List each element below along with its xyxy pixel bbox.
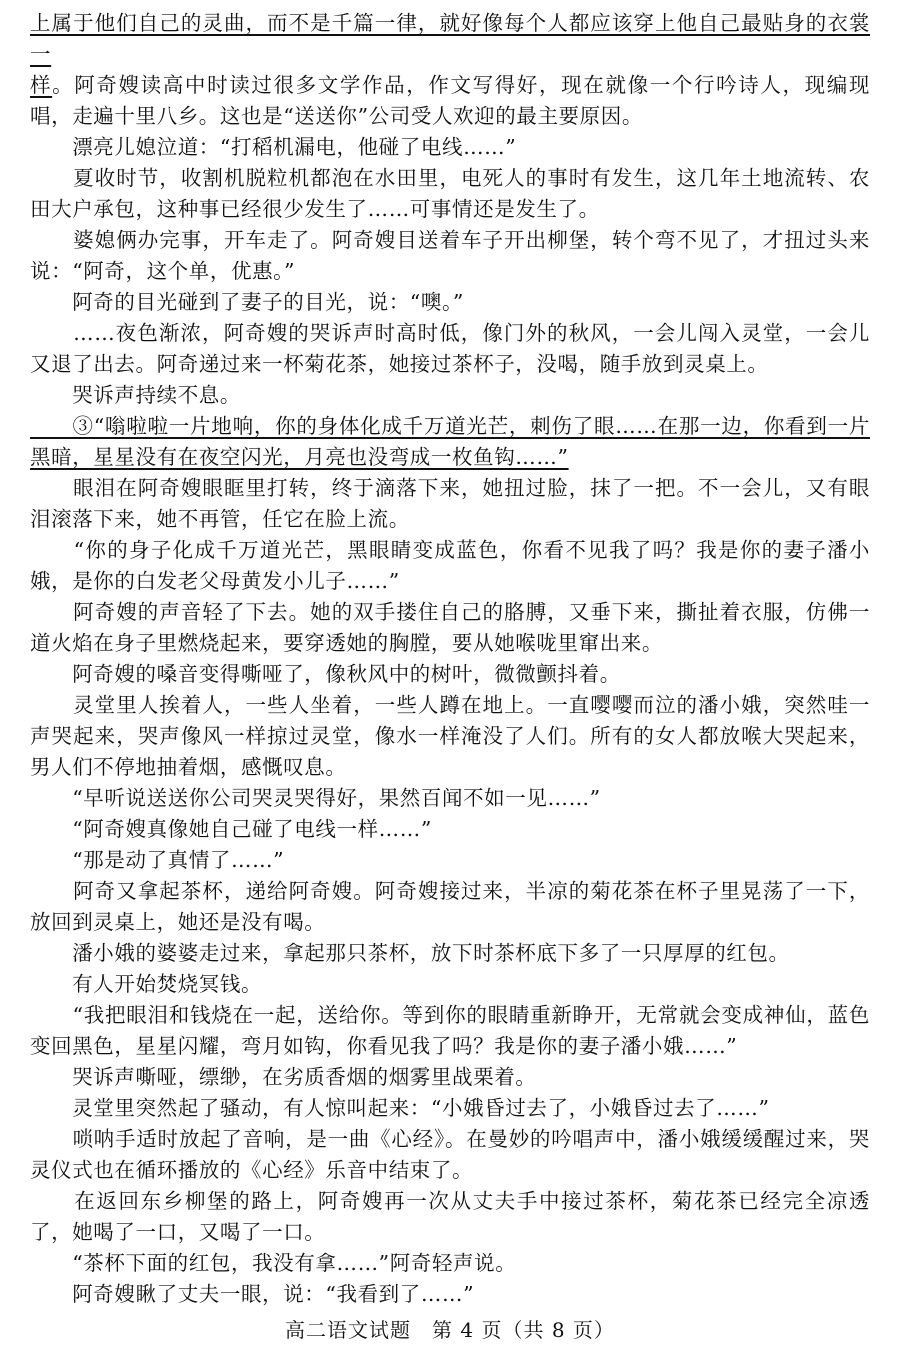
paragraph-27: 阿奇嫂瞅了丈夫一眼，说：“我看到了……” [30, 1282, 475, 1306]
paragraph-10: 眼泪在阿奇嫂眼眶里打转，终于滴落下来，她扭过脸，抹了一把。不一会儿，又有眼泪滚落下来，她不再管，任它在脸上流。 [30, 476, 870, 531]
paragraph-11: “你的身子化成千万道光芒，黑眼睛变成蓝色，你看不见我了吗？我是你的妻子潘小娥，是你的白发老父母黄发小儿子……” [30, 538, 870, 593]
paragraph-15: “早听说送送你公司哭灵哭得好，果然百闻不如一见……” [30, 786, 601, 810]
paragraph-12: 阿奇嫂的声音轻了下去。她的双手搂住自己的胳膊，又垂下来，撕扯着衣服，仿佛一道火焰在身子里燃烧起来，要穿透她的胸膛，要从她喉咙里窜出来。 [30, 600, 870, 655]
paragraph-20: 有人开始焚烧冥钱。 [30, 972, 263, 996]
paragraph-24: 唢呐手适时放起了音响，是一曲《心经》。在曼妙的吟唱声中，潘小娥缓缓醒过来，哭灵仪式也在循环播放的《心经》乐音中结束了。 [30, 1127, 870, 1182]
paragraph-16: “阿奇嫂真像她自己碰了电线一样……” [30, 817, 432, 841]
paragraph-2 [30, 70, 870, 132]
page-footer: 高二语文试题 第 4 页（共 8 页） [285, 1318, 615, 1342]
paragraph-3: 漂亮儿媳泣道：“打稻机漏电，他碰了电线……” [30, 135, 517, 159]
paragraph-23: 灵堂里突然起了骚动，有人惊叫起来：“小娥昏过去了，小娥昏过去了……” [30, 1096, 770, 1120]
paragraph-14: 灵堂里人挨着人，一些人坐着，一些人蹲在地上。一直嘤嘤而泣的潘小娥，突然哇一声哭起来，哭声像风一样掠过灵堂，像水一样淹没了人们。所有的女人都放喉大哭起来，男人们不停地抽着烟，感慨叹息。 [30, 693, 870, 779]
paragraph-2-rest: 。阿奇嫂读高中时读过很多文学作品，作文写得好，现在就像一个行吟诗人，现编现唱，走遍十里八乡。这也是“送送你”公司受人欢迎的最主要原因。 [30, 73, 870, 128]
paragraph-19: 潘小娥的婆婆走过来，拿起那只茶杯，放下时茶杯底下多了一只厚厚的红包。 [30, 941, 790, 965]
paragraph-5: 婆媳俩办完事，开车走了。阿奇嫂目送着车子开出柳堡，转个弯不见了，才扭过头来说：“阿奇，这个单，优惠。” [30, 228, 870, 283]
paragraph-9-underlined: ③“嗡啦啦一片地响，你的身体化成千万道光芒，刺伤了眼……在那一边，你看到一片黑暗，星星没有在夜空闪光，月亮也没弯成一枚鱼钩……” [30, 414, 870, 469]
paragraph-7: ……夜色渐浓，阿奇嫂的哭诉声时高时低，像门外的秋风，一会儿闯入灵堂，一会儿又退了出去。阿奇递过来一杯菊花茶，她接过茶杯子，没喝，随手放到灵桌上。 [30, 321, 870, 376]
paragraph-13: 阿奇嫂的嗓音变得嘶哑了，像秋风中的树叶，微微颤抖着。 [30, 662, 621, 686]
paragraph-18: 阿奇又拿起茶杯，递给阿奇嫂。阿奇嫂接过来，半凉的菊花茶在杯子里晃荡了一下，放回到灵桌上，她还是没有喝。 [30, 879, 870, 934]
paragraph-25: 在返回东乡柳堡的路上，阿奇嫂再一次从丈夫手中接过茶杯，菊花茶已经完全凉透了，她喝了一口，又喝了一口。 [30, 1189, 870, 1244]
paragraph-4: 夏收时节，收割机脱粒机都泡在水田里，电死人的事时有发生，这几年土地流转、农田大户承包，这种事已经很少发生了……可事情还是发生了。 [30, 166, 870, 221]
paragraph-8: 哭诉声持续不息。 [30, 383, 241, 407]
paragraph-26: “茶杯下面的红包，我没有拿……”阿奇轻声说。 [30, 1251, 517, 1275]
paragraph-1: 上属于他们自己的灵曲，而不是千篇一律，就好像每个人都应该穿上他自己最贴身的衣裳一 [30, 11, 870, 66]
paragraph-22: 哭诉声嘶哑，缥缈，在劣质香烟的烟雾里战栗着。 [30, 1065, 537, 1089]
paragraph-17: “那是动了真情了……” [30, 848, 285, 872]
paragraph-21: “我把眼泪和钱烧在一起，送给你。等到你的眼睛重新睁开，无常就会变成神仙，蓝色变回黑色，星星闪耀，弯月如钩，你看见我了吗？我是你的妻子潘小娥……” [30, 1003, 870, 1058]
paragraph-6: 阿奇的目光碰到了妻子的目光，说：“噢。” [30, 290, 464, 314]
underlined-word: 样 [30, 73, 53, 97]
